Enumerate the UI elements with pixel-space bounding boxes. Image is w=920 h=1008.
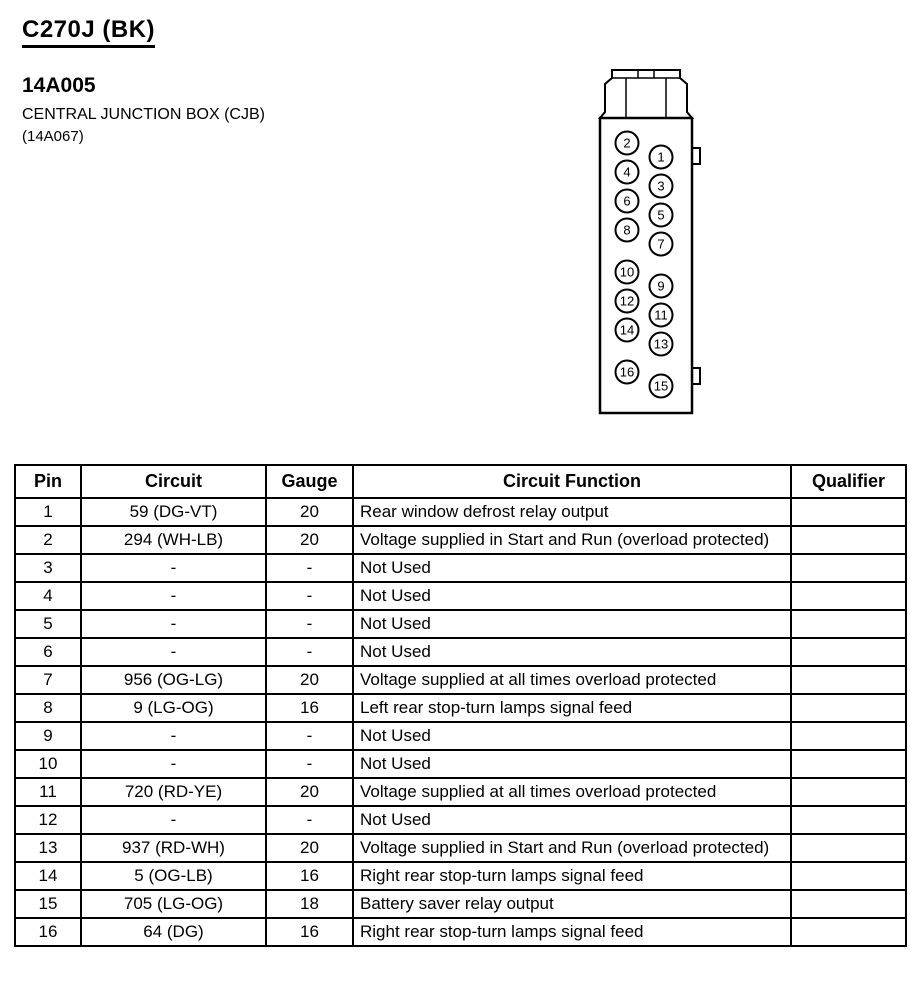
cell-function: Voltage supplied at all times overload protected [353, 666, 791, 694]
cell-pin: 9 [15, 722, 81, 750]
table-row [15, 806, 906, 834]
pinout-table-body [15, 498, 906, 946]
cell-function: Rear window defrost relay output [353, 498, 791, 526]
cell-function: Not Used [353, 722, 791, 750]
cell-pin: 13 [15, 834, 81, 862]
cell-circuit: - [81, 554, 266, 582]
table-row [15, 526, 906, 554]
sub-part-number: (14A067) [22, 128, 84, 145]
cell-qualifier [791, 918, 906, 946]
cell-circuit: - [81, 638, 266, 666]
pinout-table [14, 464, 907, 947]
col-header-pin: Pin [15, 465, 81, 498]
cell-qualifier [791, 722, 906, 750]
cell-pin: 10 [15, 750, 81, 778]
table-row [15, 498, 906, 526]
component-description: CENTRAL JUNCTION BOX (CJB) [22, 106, 265, 123]
cell-qualifier [791, 638, 906, 666]
cell-function: Not Used [353, 750, 791, 778]
connector-pin-number: 12 [619, 293, 635, 309]
cell-gauge: 20 [266, 666, 353, 694]
table-row [15, 666, 906, 694]
col-header-circuit: Circuit [81, 465, 266, 498]
cell-pin: 11 [15, 778, 81, 806]
connector-title: C270J (BK) [22, 16, 155, 48]
part-number: 14A005 [22, 74, 96, 97]
cell-gauge: - [266, 582, 353, 610]
connector-pin-number: 9 [657, 278, 665, 294]
connector-pin-number: 8 [623, 222, 631, 238]
cell-gauge: 16 [266, 694, 353, 722]
connector-pin-number: 4 [623, 164, 631, 180]
cell-pin: 16 [15, 918, 81, 946]
cell-qualifier [791, 890, 906, 918]
connector-pin-number: 6 [623, 193, 631, 209]
cell-qualifier [791, 610, 906, 638]
cell-pin: 5 [15, 610, 81, 638]
cell-pin: 8 [15, 694, 81, 722]
cell-gauge: - [266, 610, 353, 638]
connector-pin-number: 2 [623, 135, 631, 151]
cell-circuit: 9 (LG-OG) [81, 694, 266, 722]
table-row [15, 722, 906, 750]
cell-gauge: 16 [266, 918, 353, 946]
connector-pin-number: 15 [653, 378, 669, 394]
cell-circuit: 5 (OG-LB) [81, 862, 266, 890]
table-row [15, 918, 906, 946]
cell-circuit: - [81, 806, 266, 834]
cell-function: Not Used [353, 610, 791, 638]
connector-diagram [593, 63, 708, 418]
cell-gauge: - [266, 554, 353, 582]
cell-qualifier [791, 862, 906, 890]
cell-function: Left rear stop-turn lamps signal feed [353, 694, 791, 722]
cell-function: Not Used [353, 554, 791, 582]
cell-pin: 6 [15, 638, 81, 666]
cell-circuit: 937 (RD-WH) [81, 834, 266, 862]
cell-gauge: - [266, 806, 353, 834]
connector-latch [600, 70, 692, 118]
cell-qualifier [791, 750, 906, 778]
connector-pin-number: 10 [619, 264, 635, 280]
cell-pin: 7 [15, 666, 81, 694]
cell-pin: 3 [15, 554, 81, 582]
table-row [15, 862, 906, 890]
table-row [15, 890, 906, 918]
table-row [15, 834, 906, 862]
table-row [15, 638, 906, 666]
cell-circuit: 64 (DG) [81, 918, 266, 946]
cell-qualifier [791, 498, 906, 526]
cell-function: Not Used [353, 638, 791, 666]
cell-qualifier [791, 778, 906, 806]
col-header-gauge: Gauge [266, 465, 353, 498]
cell-qualifier [791, 666, 906, 694]
table-row [15, 694, 906, 722]
cell-gauge: 20 [266, 834, 353, 862]
cell-function: Not Used [353, 806, 791, 834]
connector-pin-number: 7 [657, 236, 665, 252]
col-header-qualifier: Qualifier [791, 465, 906, 498]
cell-qualifier [791, 554, 906, 582]
cell-gauge: 20 [266, 526, 353, 554]
connector-pin-number: 5 [657, 207, 665, 223]
cell-circuit: - [81, 750, 266, 778]
connector-pin-number: 1 [657, 149, 665, 165]
cell-qualifier [791, 582, 906, 610]
table-row [15, 778, 906, 806]
cell-qualifier [791, 834, 906, 862]
cell-function: Voltage supplied at all times overload protected [353, 778, 791, 806]
cell-pin: 12 [15, 806, 81, 834]
cell-function: Right rear stop-turn lamps signal feed [353, 918, 791, 946]
table-header-row [15, 465, 906, 498]
cell-function: Not Used [353, 582, 791, 610]
page-header [22, 16, 265, 145]
cell-function: Voltage supplied in Start and Run (overload protected) [353, 834, 791, 862]
cell-gauge: - [266, 722, 353, 750]
cell-pin: 14 [15, 862, 81, 890]
cell-qualifier [791, 806, 906, 834]
connector-body [600, 118, 692, 413]
table-row [15, 582, 906, 610]
connector-pin-number: 14 [619, 322, 635, 338]
cell-pin: 1 [15, 498, 81, 526]
cell-gauge: 18 [266, 890, 353, 918]
cell-pin: 15 [15, 890, 81, 918]
connector-pin-number: 3 [657, 178, 665, 194]
table-row [15, 554, 906, 582]
table-row [15, 750, 906, 778]
cell-function: Voltage supplied in Start and Run (overload protected) [353, 526, 791, 554]
connector-drawing [593, 63, 708, 418]
cell-function: Battery saver relay output [353, 890, 791, 918]
cell-gauge: 16 [266, 862, 353, 890]
cell-circuit: - [81, 582, 266, 610]
cell-gauge: 20 [266, 778, 353, 806]
connector-pin-number: 11 [654, 307, 668, 323]
connector-pin-number: 16 [619, 364, 635, 380]
cell-circuit: 59 (DG-VT) [81, 498, 266, 526]
cell-function: Right rear stop-turn lamps signal feed [353, 862, 791, 890]
cell-circuit: 294 (WH-LB) [81, 526, 266, 554]
cell-circuit: - [81, 610, 266, 638]
cell-gauge: 20 [266, 498, 353, 526]
cell-circuit: 720 (RD-YE) [81, 778, 266, 806]
cell-gauge: - [266, 750, 353, 778]
cell-qualifier [791, 526, 906, 554]
cell-gauge: - [266, 638, 353, 666]
cell-circuit: 705 (LG-OG) [81, 890, 266, 918]
connector-pin-number: 13 [653, 336, 669, 352]
cell-pin: 2 [15, 526, 81, 554]
cell-circuit: 956 (OG-LG) [81, 666, 266, 694]
cell-circuit: - [81, 722, 266, 750]
col-header-circuit-function: Circuit Function [353, 465, 791, 498]
cell-qualifier [791, 694, 906, 722]
table-row [15, 610, 906, 638]
cell-pin: 4 [15, 582, 81, 610]
